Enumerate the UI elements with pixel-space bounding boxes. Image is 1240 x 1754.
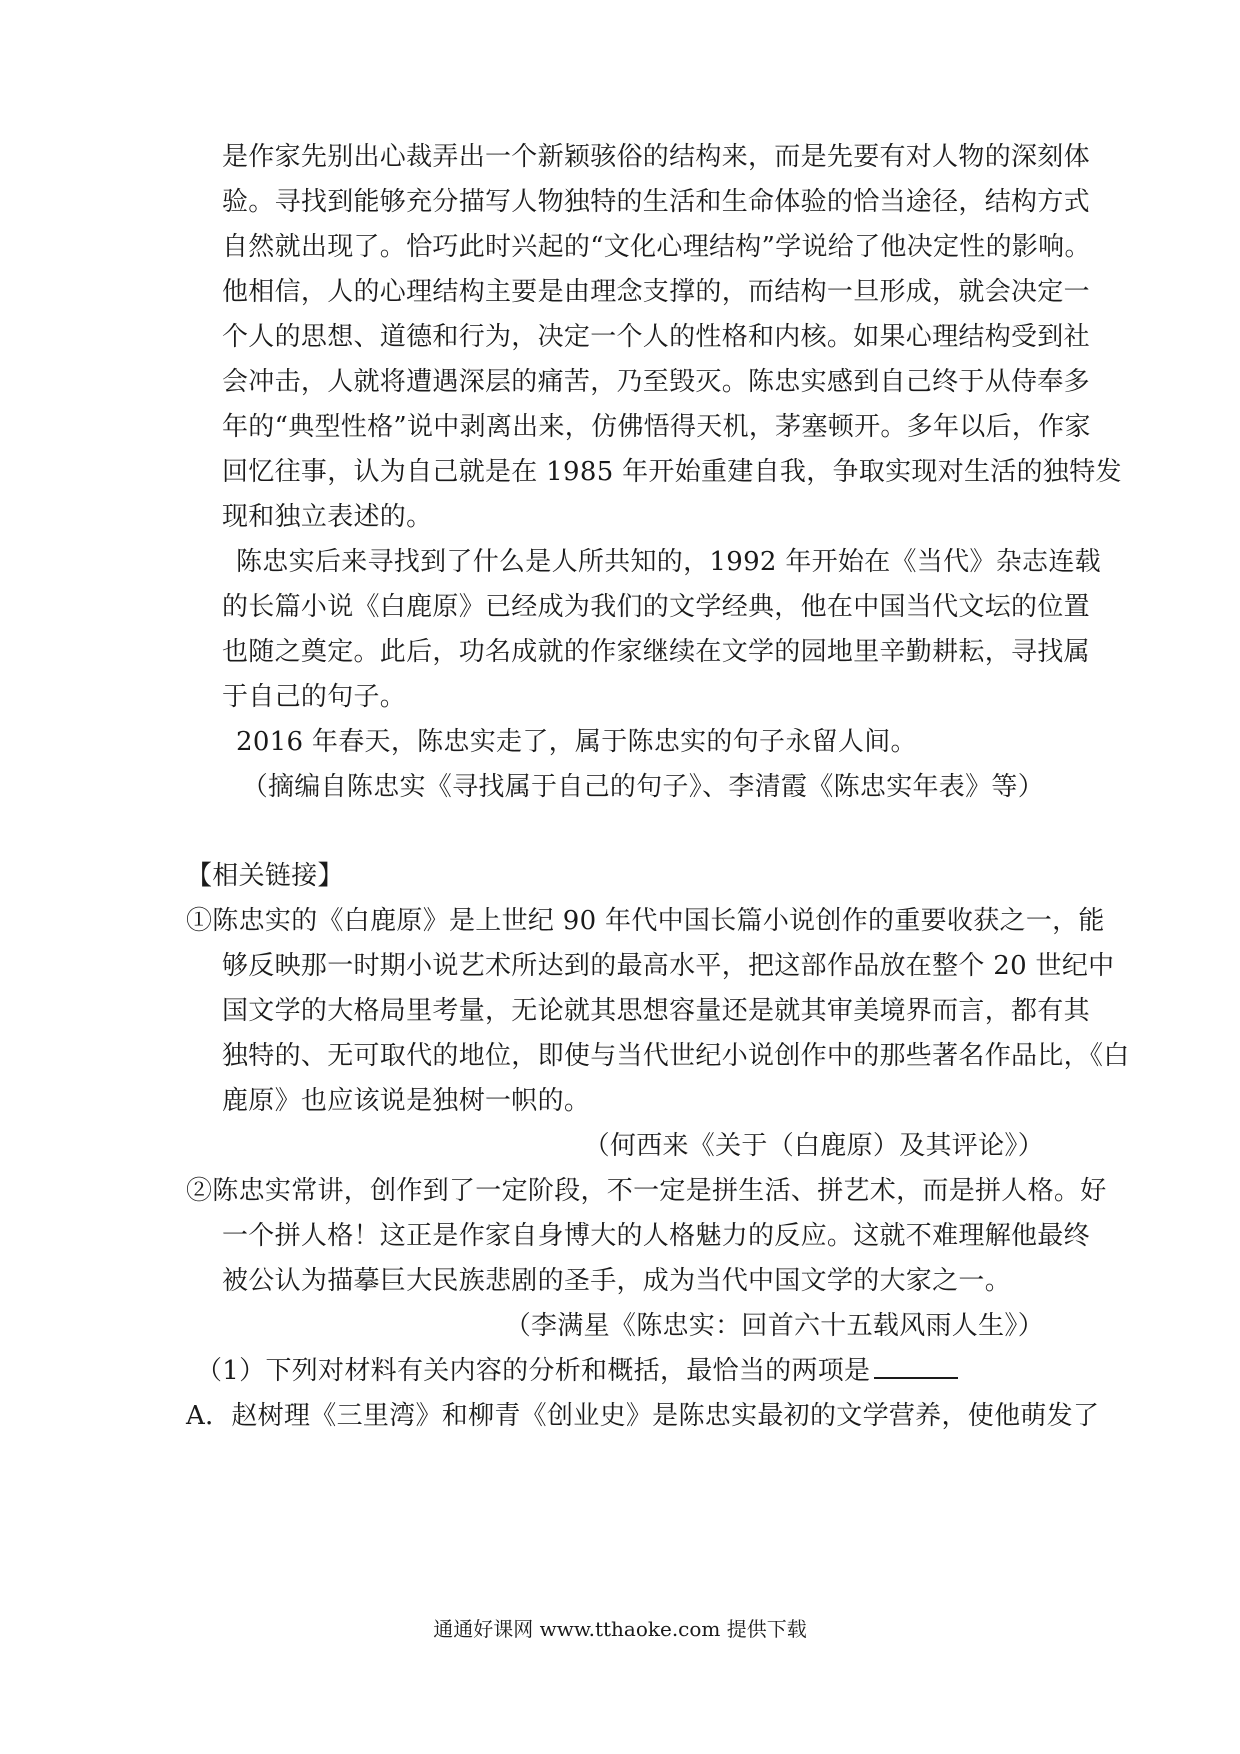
link-item-1-line: 鹿原》也应该说是独树一帜的。 <box>222 1086 591 1116</box>
body-line: 验。寻找到能够充分描写人物独特的生活和生命体验的恰当途径，结构方式 <box>222 187 1090 217</box>
body-line: 他相信，人的心理结构主要是由理念支撑的，而结构一旦形成，就会决定一 <box>222 277 1090 307</box>
body-line: 自然就出现了。恰巧此时兴起的“文化心理结构”学说给了他决定性的影响。 <box>222 232 1091 262</box>
body-line: 个人的思想、道德和行为，决定一个人的性格和内核。如果心理结构受到社 <box>222 322 1090 352</box>
question-stem-text: （1）下列对材料有关内容的分析和概括，最恰当的两项是 <box>196 1356 871 1386</box>
link-item-1-line: 独特的、无可取代的地位，即使与当代世纪小说创作中的那些著名作品比，《白 <box>222 1041 1130 1071</box>
body-line: 于自己的句子。 <box>222 682 407 712</box>
link-item-2-line: 被公认为描摹巨大民族悲剧的圣手，成为当代中国文学的大家之一。 <box>222 1266 1012 1296</box>
link-item-2-line: 一个拼人格！这正是作家自身博大的人格魅力的反应。这就不难理解他最终 <box>222 1221 1090 1251</box>
answer-blank <box>874 1351 958 1379</box>
source-note: （摘编自陈忠实《寻找属于自己的句子》、李清霞《陈忠实年表》等） <box>241 772 1044 802</box>
question-stem <box>196 1351 1052 1391</box>
section-heading: 【相关链接】 <box>186 861 344 891</box>
option-a: A．赵树理《三里湾》和柳青《创业史》是陈忠实最初的文学营养，使他萌发了 <box>186 1401 1100 1431</box>
link-item-1-line: 够反映那一时期小说艺术所达到的最高水平，把这部作品放在整个 20 世纪中 <box>222 951 1115 981</box>
link-item-1-source: （何西来《关于（白鹿原）及其评论》） <box>583 1131 1044 1161</box>
body-line: 回忆往事，认为自己就是在 1985 年开始重建自我，争取实现对生活的独特发 <box>222 457 1122 487</box>
body-line: 也随之奠定。此后，功名成就的作家继续在文学的园地里辛勤耕耘，寻找属 <box>222 637 1090 667</box>
body-line: 现和独立表述的。 <box>222 502 433 532</box>
body-line: 是作家先别出心裁弄出一个新颖骇俗的结构来，而是先要有对人物的深刻体 <box>222 142 1090 172</box>
link-item-1-line: ①陈忠实的《白鹿原》是上世纪 90 年代中国长篇小说创作的重要收获之一，能 <box>186 906 1105 936</box>
body-line: 会冲击，人就将遭遇深层的痛苦，乃至毁灭。陈忠实感到自己终于从侍奉多 <box>222 367 1090 397</box>
page-footer: 通通好课网 www.tthaoke.com 提供下载 <box>433 1617 807 1641</box>
body-line: 年的“典型性格”说中剥离出来，仿佛悟得天机，茅塞顿开。多年以后，作家 <box>222 412 1091 442</box>
body-line: 的长篇小说《白鹿原》已经成为我们的文学经典，他在中国当代文坛的位置 <box>222 592 1090 622</box>
body-line: 2016 年春天，陈忠实走了，属于陈忠实的句子永留人间。 <box>236 727 917 757</box>
link-item-2-source: （李满星《陈忠实：回首六十五载风雨人生》） <box>504 1311 1044 1341</box>
body-line: 陈忠实后来寻找到了什么是人所共知的，1992 年开始在《当代》杂志连载 <box>236 547 1101 577</box>
link-item-1-line: 国文学的大格局里考量，无论就其思想容量还是就其审美境界而言，都有其 <box>222 996 1090 1026</box>
link-item-2-line: ②陈忠实常讲，创作到了一定阶段，不一定是拼生活、拼艺术，而是拼人格。好 <box>186 1176 1107 1206</box>
